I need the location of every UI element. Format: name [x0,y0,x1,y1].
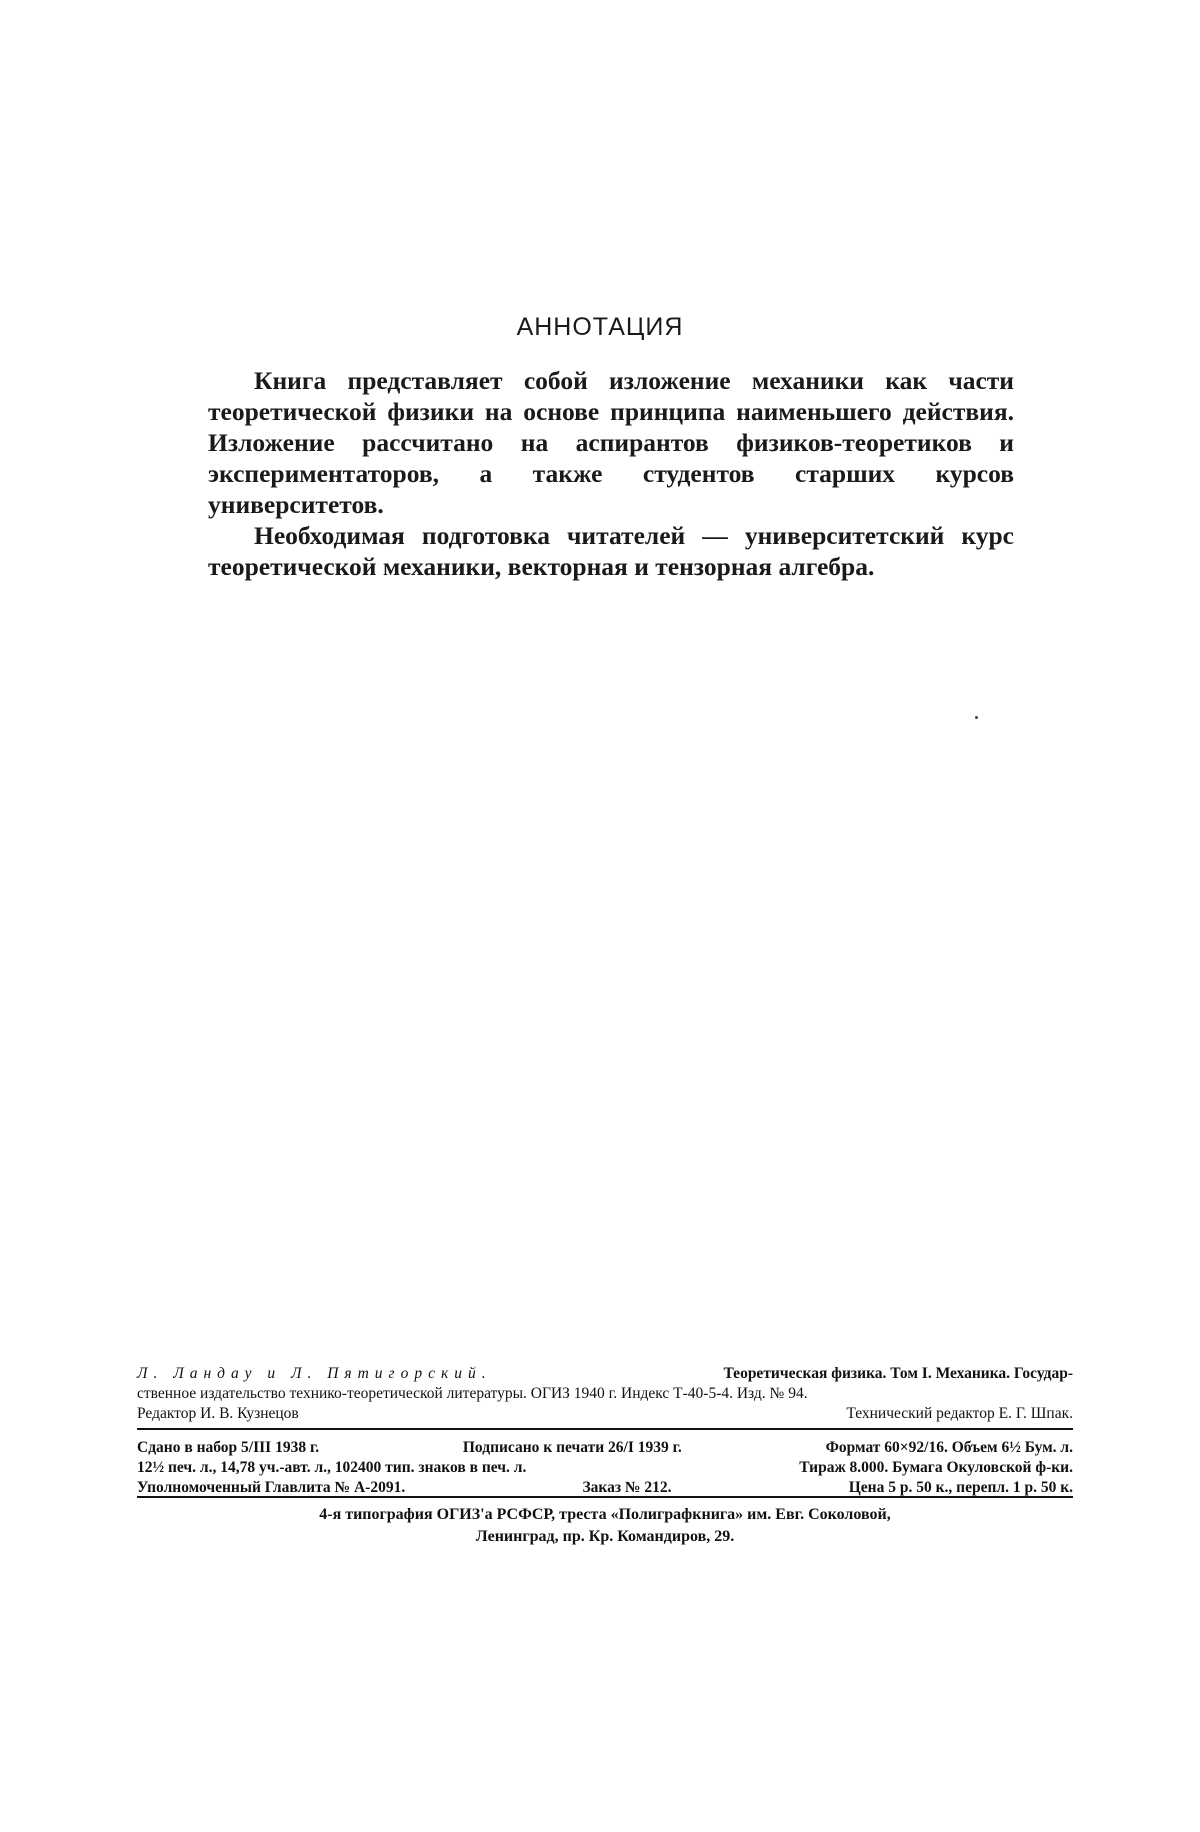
imprint-book-info [137,1364,1073,1424]
authors: Л. Ландау и Л. Пятигорский. [137,1365,492,1382]
annotation-paragraph: Книга представляет собой изложение механики как части теоретической физики на основе принципа наименьшего действия. Изложение рассчитано на аспирантов физиков-теоретиков и экспериментаторов, а также студентов старших курсов университетов. [208,366,1014,519]
censor-info: Уполномоченный Главлита № А-2091. [137,1479,406,1496]
print-run-info: Тираж 8.000. Бумага Окуловской ф-ки. [799,1459,1073,1476]
editor: Редактор И. В. Кузнецов [137,1405,299,1422]
publisher-line: ственное издательство технико-теоретической литературы. ОГИЗ 1940 г. Индекс Т-40-5-4. Изд. № 94. [137,1385,808,1402]
typesetting-date: Сдано в набор 5/III 1938 г. [137,1439,320,1456]
printer-address: Ленинград, пр. Кр. Командиров, 29. [475,1528,735,1545]
annotation-body [208,365,1014,582]
printer-line: 4-я типография ОГИЗ'а РСФСР, треста «Полиграфкнига» им. Евг. Соколовой, [319,1506,891,1523]
divider [137,1496,1073,1498]
signed-to-print-date: Подписано к печати 26/I 1939 г. [462,1439,682,1456]
imprint-printing-info [137,1438,1073,1498]
imprint-line [137,1364,1073,1384]
printer-info [137,1504,1073,1548]
print-speck [975,716,978,719]
price-info: Цена 5 р. 50 к., перепл. 1 р. 50 к. [848,1479,1073,1496]
format-info: Формат 60×92/16. Объем 6½ Бум. л. [825,1439,1073,1456]
imprint-line [137,1478,1073,1498]
imprint-line [137,1404,1073,1424]
order-number: Заказ № 212. [582,1479,672,1496]
book-title-line: Теоретическая физика. Том I. Механика. Государ- [723,1365,1073,1382]
imprint-line [137,1384,1073,1404]
imprint-line [137,1458,1073,1478]
annotation-title: АННОТАЦИЯ [516,313,684,341]
annotation-paragraph: Необходимая подготовка читателей — университетский курс теоретической механики, векторная и тензорная алгебра. [208,521,1014,581]
volume-info: 12½ печ. л., 14,78 уч.-авт. л., 102400 тип. знаков в печ. л. [137,1459,527,1476]
imprint-line [137,1438,1073,1458]
divider [137,1428,1073,1430]
technical-editor: Технический редактор Е. Г. Шпак. [846,1405,1073,1422]
